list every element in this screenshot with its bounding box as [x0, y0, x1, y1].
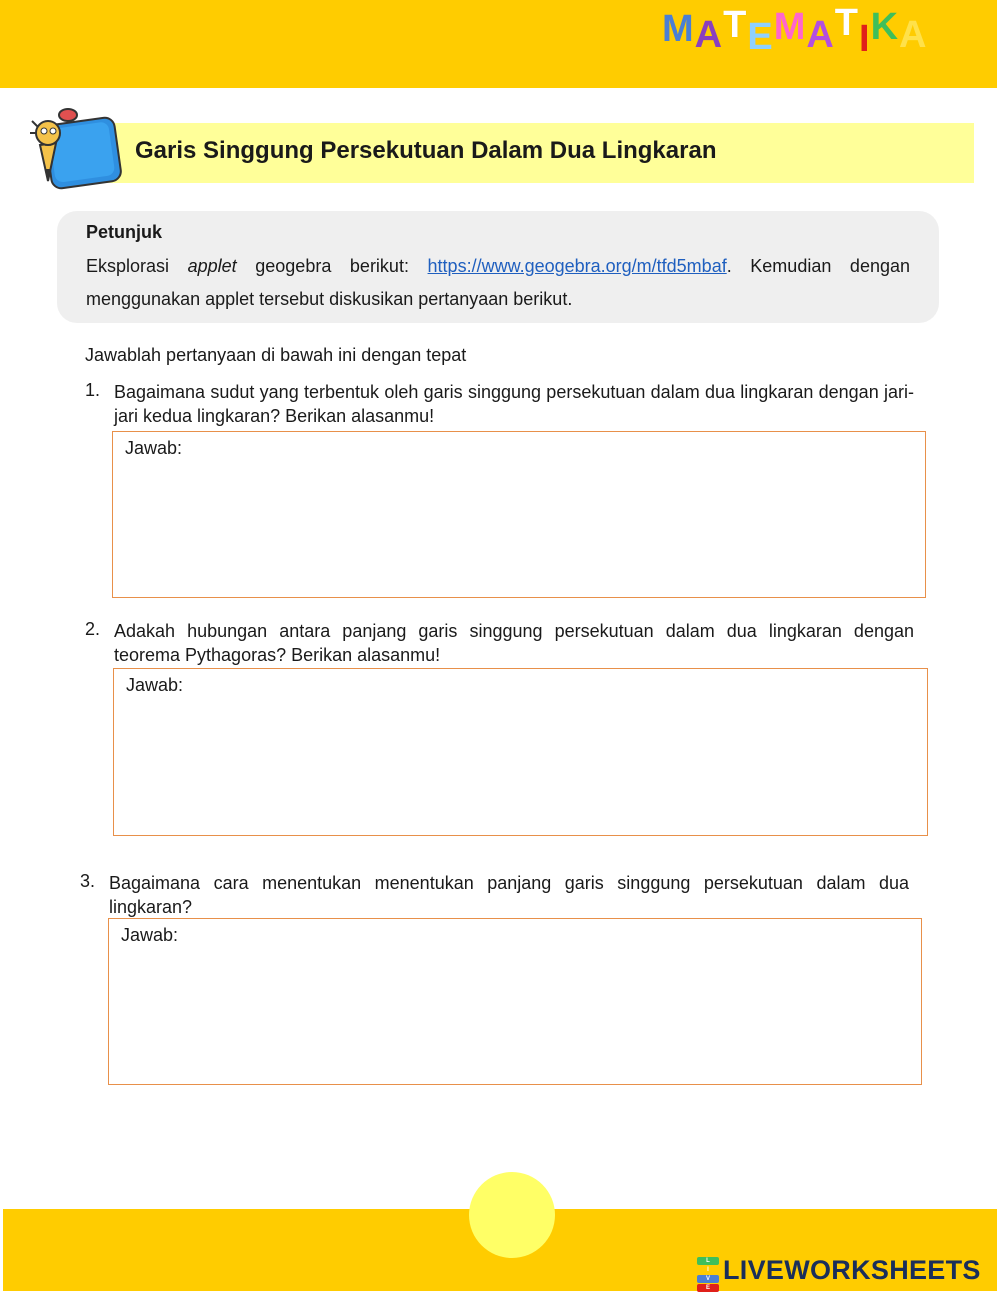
- brand-mark-letter: L: [697, 1257, 719, 1265]
- logo-letter: K: [870, 6, 900, 48]
- question-text: Adakah hubungan antara panjang garis singgung persekutuan dalam dua lingkaran dengan teorema Pythagoras? Berikan alasanmu!: [114, 621, 914, 665]
- question-text: Bagaimana cara menentukan menentukan panjang garis singgung persekutuan dalam dua lingkaran?: [109, 873, 909, 917]
- question-number: 2.: [85, 619, 101, 639]
- answer-label: Jawab:: [125, 438, 183, 458]
- logo-letter: M: [662, 8, 695, 50]
- pencil-mascot-icon: [26, 103, 126, 193]
- question-text: Bagaimana sudut yang terbentuk oleh garis singgung persekutuan dalam dua lingkaran dengan jari-jari kedua lingkaran? Berikan alasanmu!: [114, 382, 914, 426]
- logo-letter: E: [747, 16, 774, 58]
- logo-letter: T: [834, 2, 860, 44]
- logo-letter: T: [723, 4, 748, 46]
- logo-letter: A: [694, 14, 724, 56]
- liveworksheets-logo: [697, 1254, 981, 1291]
- answer-box[interactable]: [108, 918, 922, 1085]
- intro-text: Jawablah pertanyaan di bawah ini dengan tepat: [85, 345, 467, 365]
- brand-name: LIVEWORKSHEETS: [723, 1254, 981, 1285]
- answer-label: Jawab:: [126, 675, 184, 695]
- logo-letter: A: [806, 14, 835, 56]
- brand-mark-letter: E: [697, 1284, 719, 1292]
- decorative-circle: [469, 1172, 555, 1258]
- logo-letter: M: [773, 6, 807, 48]
- answer-box[interactable]: [112, 431, 926, 598]
- answer-box[interactable]: [113, 668, 928, 836]
- instructions-line-1: Eksplorasi applet geogebra berikut: https://www.geogebra.org/m/tfd5mbaf. Kemudian dengan: [86, 256, 911, 276]
- instructions-heading: Petunjuk: [86, 222, 163, 242]
- brand-mark-letter: I: [697, 1266, 719, 1274]
- liveworksheets-mark-icon: [697, 1257, 719, 1291]
- question-number: 1.: [85, 380, 101, 400]
- brand-mark-letter: V: [697, 1275, 719, 1283]
- instructions-line-2: menggunakan applet tersebut diskusikan pertanyaan berikut.: [86, 289, 573, 309]
- logo-letter: A: [899, 14, 928, 56]
- matematika-logo: [662, 2, 928, 60]
- page-title: Garis Singgung Persekutuan Dalam Dua Lingkaran: [135, 137, 717, 164]
- question-number: 3.: [80, 871, 96, 891]
- geogebra-link[interactable]: https://www.geogebra.org/m/tfd5mbaf: [427, 256, 727, 276]
- logo-letter: I: [859, 18, 871, 60]
- answer-label: Jawab:: [121, 925, 179, 945]
